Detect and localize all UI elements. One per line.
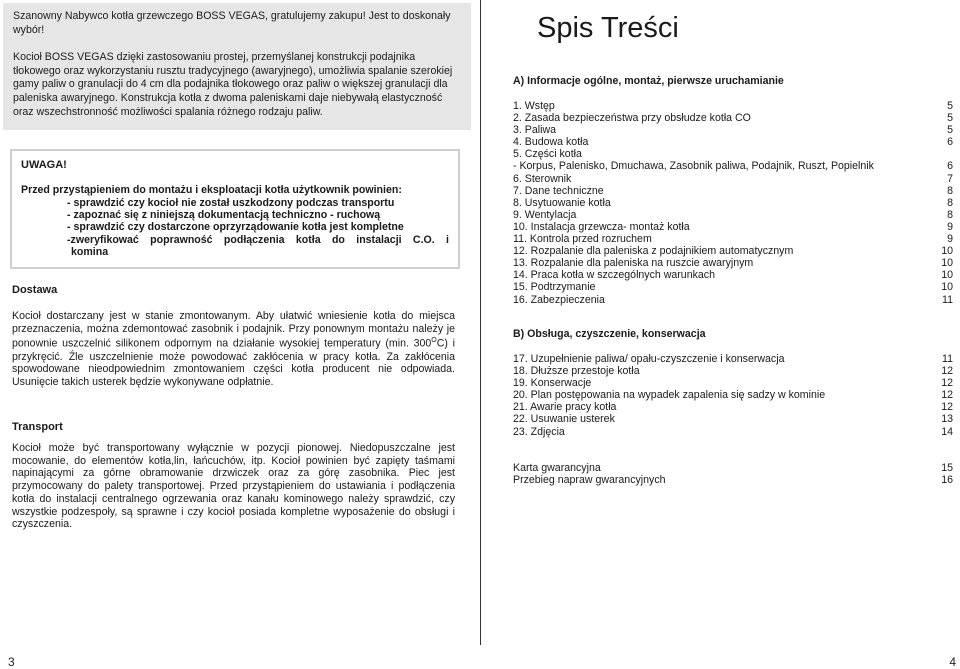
toc-entry-page xyxy=(923,148,953,160)
toc-entry-label: 9. Wentylacja xyxy=(513,208,577,221)
toc-entry[interactable] xyxy=(513,173,953,185)
toc-entry-page: 9 xyxy=(947,220,953,233)
toc-entry[interactable] xyxy=(513,353,953,365)
toc-entry-page: 5 xyxy=(947,112,953,125)
toc-section-b-heading: B) Obsługa, czyszczenie, konserwacja xyxy=(513,328,706,340)
toc-entry-page: 10 xyxy=(941,257,953,270)
toc-section-a-heading: A) Informacje ogólne, montaż, pierwsze uruchamianie xyxy=(513,75,784,87)
toc-entry-page: 8 xyxy=(947,184,953,197)
toc-entry-page: 12 xyxy=(941,401,953,414)
toc-entry-page: 10 xyxy=(941,245,953,258)
toc-entry-page: 10 xyxy=(941,281,953,294)
warning-box xyxy=(10,149,460,269)
warning-item: - sprawdzić czy dostarczone oprzyrządowanie kotła jest kompletne xyxy=(67,221,404,234)
toc-entry[interactable] xyxy=(513,365,953,377)
toc-entry-page: 6 xyxy=(947,160,953,173)
toc-entry-label: 17. Uzupełnienie paliwa/ opału-czyszczenie i konserwacja xyxy=(513,353,785,365)
toc-entry[interactable] xyxy=(513,245,953,257)
toc-entry[interactable] xyxy=(513,160,953,172)
toc-entry-label: 3. Paliwa xyxy=(513,124,556,137)
toc-section-b-list xyxy=(513,353,953,438)
toc-entry-page: 11 xyxy=(942,293,953,306)
toc-entry[interactable] xyxy=(513,233,953,245)
toc-entry[interactable] xyxy=(513,124,953,136)
toc-entry-label: 21. Awarie pracy kotła xyxy=(513,401,617,414)
toc-entry-label: 20. Plan postępowania na wypadek zapalenia się sadzy w kominie xyxy=(513,389,826,402)
toc-entry-label: 14. Praca kotła w szczególnych warunkach xyxy=(513,269,715,282)
toc-entry[interactable] xyxy=(513,426,953,438)
toc-entry-label: 18. Dłuższe przestoje kotła xyxy=(513,365,640,378)
toc-entry[interactable] xyxy=(513,294,953,306)
toc-section-a-list xyxy=(513,100,953,306)
toc-entry[interactable] xyxy=(513,112,953,124)
toc-entry[interactable] xyxy=(513,209,953,221)
toc-entry-label: 1. Wstęp xyxy=(513,100,555,112)
warning-item: - zapoznać się z niniejszą dokumentacją techniczno - ruchową xyxy=(67,209,381,222)
toc-entry-page: 10 xyxy=(941,269,953,282)
toc-entry-label: 5. Części kotła xyxy=(513,148,582,161)
toc-entry-label: 7. Dane techniczne xyxy=(513,184,604,197)
intro-box xyxy=(3,3,471,130)
toc-entry-page: 8 xyxy=(947,208,953,221)
page-spine-divider xyxy=(480,0,481,645)
toc-entry[interactable] xyxy=(513,185,953,197)
degree-sign: O xyxy=(431,337,437,345)
toc-entry-label: 8. Usytuowanie kotła xyxy=(513,196,611,209)
toc-entry-label: 12. Rozpalanie dla paleniska z podajnikiem automatycznym xyxy=(513,245,794,258)
toc-entry-page: 5 xyxy=(947,100,953,112)
toc-entry-page: 16 xyxy=(941,474,953,487)
toc-entry[interactable] xyxy=(513,197,953,209)
toc-entry-page: 9 xyxy=(947,233,953,246)
toc-entry-page: 15 xyxy=(941,462,953,474)
warning-item: -zweryfikować poprawność podłączenia kotła do instalacji C.O. i xyxy=(67,233,449,246)
intro-paragraph: Kocioł BOSS VEGAS dzięki zastosowaniu prostej, przemyślanej konstrukcji podajnika tłokowego oraz wykorzystaniu rusztu tradycyjnego (awaryjnego), umożliwia spalanie szerokiej gamy paliw o granulacji do 4 cm dla podajnika tłokowego oraz paliw o większej granulacji dla paleniska awaryjnego. Konstrukcja kotła z dwoma paleniskami daje niebywałą elastyczność oraz wszechstronność możliwości spalania różnego rodzaju paliw. xyxy=(13,51,453,118)
toc-entry[interactable] xyxy=(513,389,953,401)
toc-entry-label: 22. Usuwanie usterek xyxy=(513,413,615,426)
warning-list xyxy=(67,197,449,258)
toc-entry-page: 13 xyxy=(941,413,953,426)
toc-entry-page: 8 xyxy=(947,196,953,209)
left-page xyxy=(0,0,478,668)
intro-greeting: Szanowny Nabywco kotła grzewczego BOSS VEGAS, gratulujemy zakupu! Jest to doskonały wybór! xyxy=(13,10,451,36)
delivery-body: Kocioł dostarczany jest w stanie zmontowanym. Aby ułatwić wniesienie kotła do miejsca przeznaczenia, można zdemontować zasobnik i podajnik. Przy ponownym montażu należy je ponownie uszczelnić silikonem odpornym na działanie wysokiej temperatury (min. $300^OC$) i przykręcić. Źle uszczelnienie może powodować zakłócenia w pracy kotła. Za zakłócenia spowodowane nieodpowiednim zmontowaniem części kotła producent nie odpowiada. Usunięcie takich usterek będzie wykonywane odpłatnie. xyxy=(12,310,455,389)
toc-entry[interactable] xyxy=(513,281,953,293)
toc-entry[interactable] xyxy=(513,136,953,148)
toc-entry-page: 5 xyxy=(947,124,953,137)
toc-entry-label: 19. Konserwacje xyxy=(513,377,592,390)
warning-lead: Przed przystąpieniem do montażu i eksploatacji kotła użytkownik powinien: xyxy=(21,184,402,196)
toc-entry[interactable] xyxy=(513,221,953,233)
delivery-heading: Dostawa xyxy=(12,284,58,296)
toc-entry-label: Karta gwarancyjna xyxy=(513,462,601,474)
toc-entry-label: 13. Rozpalanie dla paleniska na ruszcie awaryjnym xyxy=(513,257,754,270)
warning-item-continuation: komina xyxy=(71,245,109,258)
toc-entry-label: - Korpus, Palenisko, Dmuchawa, Zasobnik paliwa, Podajnik, Ruszt, Popielnik xyxy=(513,160,874,173)
page-number-right: 4 xyxy=(949,655,956,669)
toc-entry[interactable] xyxy=(513,413,953,425)
toc-entry[interactable] xyxy=(513,100,953,112)
toc-entry[interactable] xyxy=(513,269,953,281)
toc-entry[interactable] xyxy=(513,474,953,486)
page-number-left: 3 xyxy=(8,655,15,669)
toc-title: Spis Treści xyxy=(537,12,679,44)
toc-entry[interactable] xyxy=(513,401,953,413)
toc-entry-page: 14 xyxy=(941,425,953,438)
warning-title: UWAGA! xyxy=(21,159,67,171)
transport-heading: Transport xyxy=(12,421,63,433)
toc-entry-label: 2. Zasada bezpieczeństwa przy obsłudze kotła CO xyxy=(513,112,751,125)
toc-entry-page: 11 xyxy=(942,353,953,365)
toc-entry-page: 12 xyxy=(941,377,953,390)
toc-entry-label: 11. Kontrola przed rozruchem xyxy=(513,233,652,246)
toc-entry[interactable] xyxy=(513,377,953,389)
toc-entry-page: 7 xyxy=(947,172,953,185)
toc-entry-label: 23. Zdjęcia xyxy=(513,425,565,438)
warning-item: - sprawdzić czy kocioł nie został uszkodzony podczas transportu xyxy=(67,197,395,209)
toc-entry-page: 12 xyxy=(941,365,953,378)
transport-body: Kocioł może być transportowany wyłącznie w pozycji pionowej. Niedopuszczalne jest mocowanie, do elementów kotła,lin, łańcuchów, itp. Kocioł powinien być zapięty taśmami napinającymi za górne obramowanie drzwiczek oraz za górę zasobnika. Piec jest przymocowany do palety transportowej. Przed przystąpieniem do ustawiania i podłączenia kotła do instalacji centralnego ogrzewania oraz kanału kominowego należy sprawdzić, czy wszystkie podzespoły, są sprawne i czy kocioł posiada kompletne wyposażenie do obsługi i czyszczenia. xyxy=(12,442,455,531)
toc-entry-label: 10. Instalacja grzewcza- montaż kotła xyxy=(513,220,690,233)
toc-entry-page: 12 xyxy=(941,389,953,402)
toc-entry-label: 16. Zabezpieczenia xyxy=(513,293,605,306)
toc-extra-list xyxy=(513,462,953,486)
toc-entry-page: 6 xyxy=(947,136,953,149)
toc-entry-label: 4. Budowa kotła xyxy=(513,136,589,149)
toc-entry[interactable] xyxy=(513,257,953,269)
toc-entry[interactable] xyxy=(513,462,953,474)
toc-entry[interactable] xyxy=(513,148,953,160)
right-page xyxy=(485,0,960,668)
toc-entry-label: 6. Sterownik xyxy=(513,172,572,185)
toc-entry-label: 15. Podtrzymanie xyxy=(513,281,596,294)
toc-entry-label: Przebieg napraw gwarancyjnych xyxy=(513,474,666,487)
